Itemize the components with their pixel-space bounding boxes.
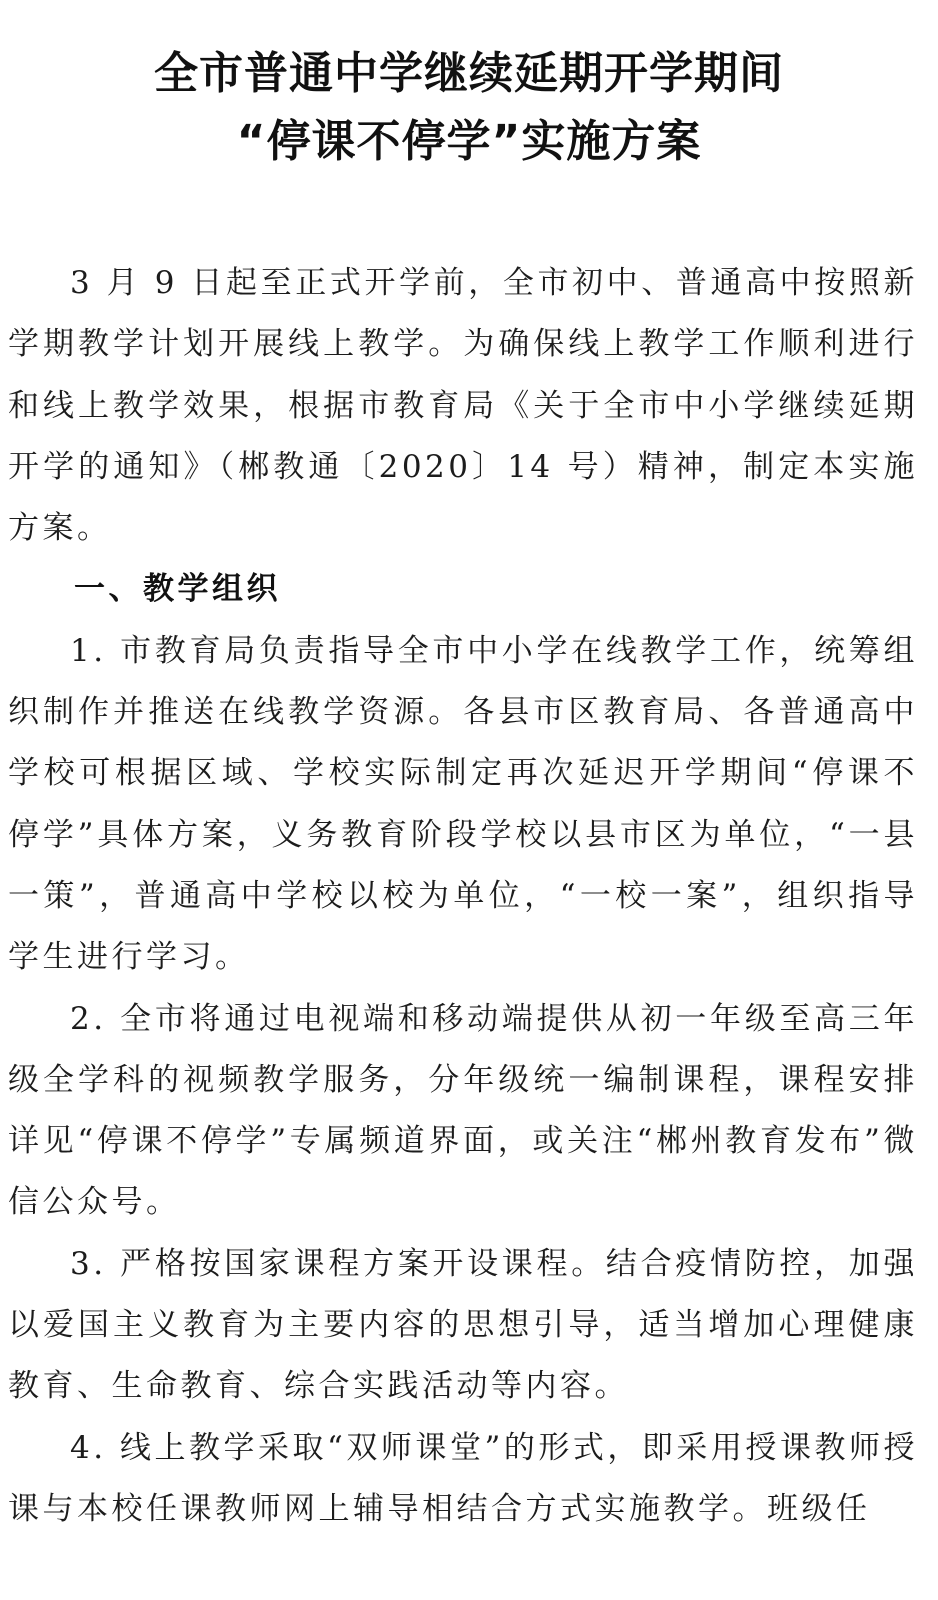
- document-title-line-2: “停课不停学”实施方案: [236, 116, 702, 167]
- section-heading-teaching-organization: 一、教学组织: [74, 571, 281, 608]
- paragraph-item-2: 2. 全市将通过电视端和移动端提供从初一年级至高三年级全学科的视频教学服务，分年级统一编制课程，课程安排详见“停课不停学”专属频道界面，或关注“郴州教育发布”微信公众号。: [8, 1000, 918, 1221]
- intro-paragraph: 3 月 9 日起至正式开学前，全市初中、普通高中按照新学期教学计划开展线上教学。为确保线上教学工作顺利进行和线上教学效果，根据市教育局《关于全市中小学继续延期开学的通知》（郴教通〔2020〕14 号）精神，制定本实施方案。: [8, 265, 918, 547]
- document-title-line-1: 全市普通中学继续延期开学期间: [154, 48, 784, 99]
- document-body: [8, 253, 918, 1540]
- paragraph-item-4: 4. 线上教学采取“双师课堂”的形式，即采用授课教师授课与本校任课教师网上辅导相结合方式实施教学。班级任: [8, 1429, 918, 1527]
- paragraph-item-3: 3. 严格按国家课程方案开设课程。结合疫情防控，加强以爱国主义教育为主要内容的思想引导，适当增加心理健康教育、生命教育、综合实践活动等内容。: [8, 1245, 918, 1405]
- paragraph-item-1: 1. 市教育局负责指导全市中小学在线教学工作，统筹组织制作并推送在线教学资源。各县市区教育局、各普通高中学校可根据区域、学校实际制定再次延迟开学期间“停课不停学”具体方案，义务教育阶段学校以县市区为单位，“一县一策”，普通高中学校以校为单位，“一校一案”，组织指导学生进行学习。: [8, 632, 918, 976]
